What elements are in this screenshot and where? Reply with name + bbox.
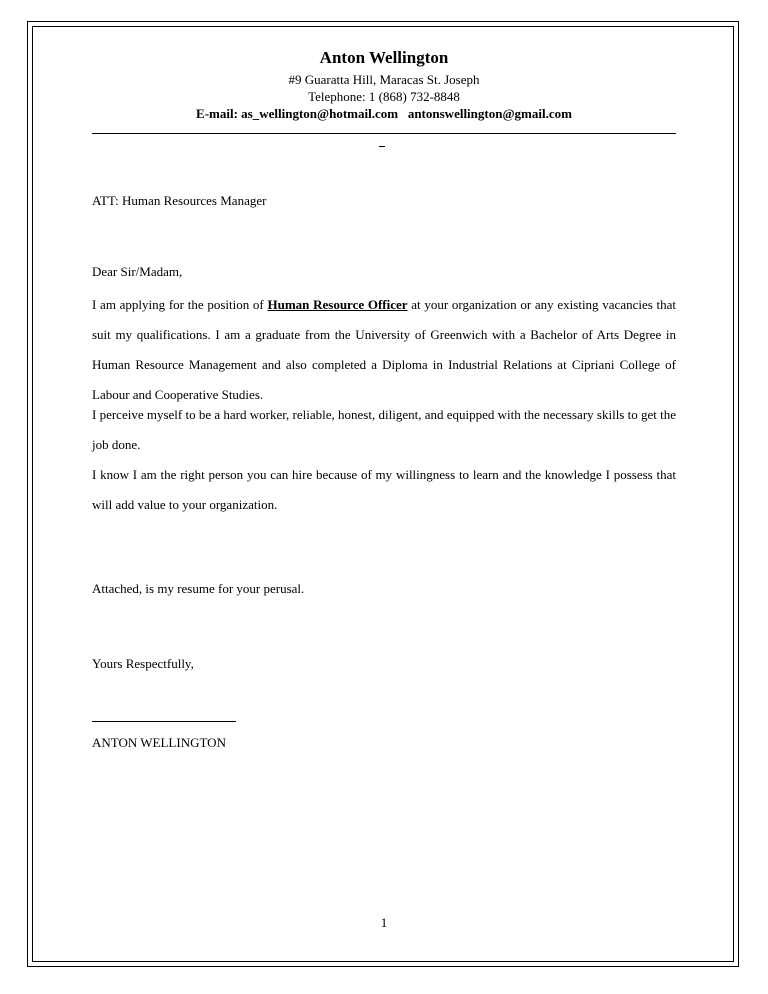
sender-telephone: Telephone: 1 (868) 732-8848 <box>308 89 460 104</box>
closing: Yours Respectfully, <box>92 656 194 671</box>
intro-text-start: I am applying for the position of <box>92 297 264 312</box>
header-divider <box>92 133 676 134</box>
position-title: Human Resource Officer <box>267 297 408 312</box>
sender-name: Anton Wellington <box>319 48 449 67</box>
salutation: Dear Sir/Madam, <box>92 264 183 279</box>
attachment-note: Attached, is my resume for your perusal. <box>92 581 305 596</box>
header-divider-tail <box>379 146 385 147</box>
attention-line: ATT: Human Resources Manager <box>92 193 267 208</box>
email-address-2: antonswellington@gmail.com <box>407 106 572 121</box>
paragraph-intro <box>92 290 676 410</box>
email-address-1: as_wellington@hotmail.com <box>241 106 399 121</box>
signature-name: ANTON WELLINGTON <box>92 735 226 750</box>
email-label: E-mail: <box>196 106 238 121</box>
paragraph-value: I know I am the right person you can hire because of my willingness to learn and the knowledge I possess that will add value to your organization. <box>92 467 676 512</box>
sender-address: #9 Guaratta Hill, Maracas St. Joseph <box>288 72 480 87</box>
page-number: 1 <box>380 915 388 930</box>
signature-line <box>92 721 236 722</box>
intro-text-rest: at your organization or any existing vacancies that suit my qualifications. I am a graduate from the University of Greenwich with a Bachelor of Arts Degree in Human Resource Management and also completed a Diploma in Industrial Relations at Cipriani College of Labour and Cooperative Studies. <box>92 297 677 402</box>
sender-email-line <box>92 106 676 121</box>
paragraph-qualities: I perceive myself to be a hard worker, reliable, honest, diligent, and equipped with the necessary skills to get the job done. <box>92 407 676 452</box>
